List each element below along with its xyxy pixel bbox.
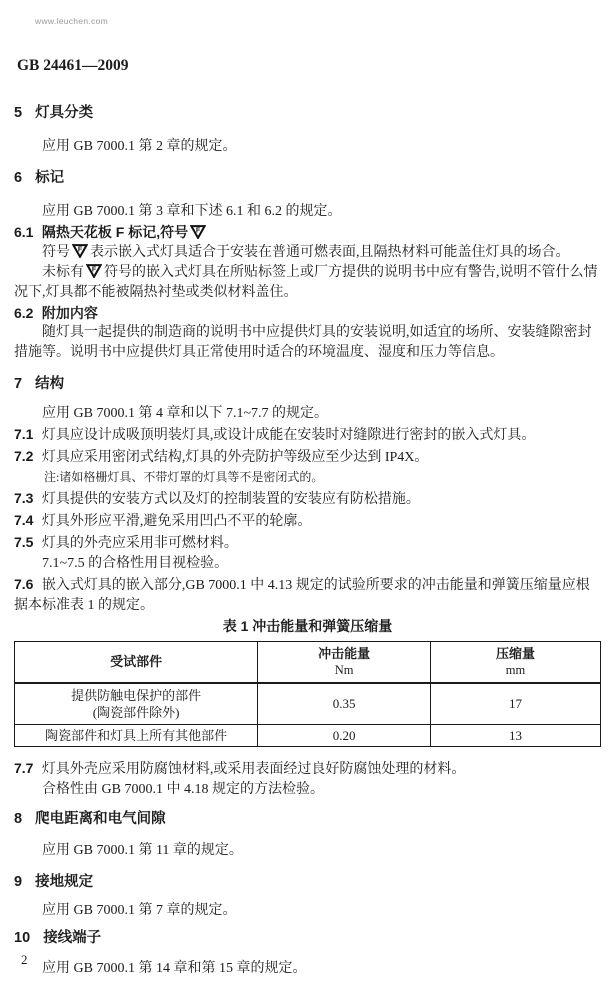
chapter-6-body: 应用 GB 7000.1 第 3 章和下述 6.1 和 6.2 的规定。 bbox=[42, 204, 342, 219]
clause-7-3 bbox=[14, 488, 601, 510]
cell-part bbox=[15, 683, 258, 725]
clause-number: 7.6 bbox=[14, 576, 34, 592]
clause-6-1-heading bbox=[14, 222, 601, 242]
chapter-9-heading bbox=[14, 874, 601, 891]
chapter-5-number: 5 bbox=[14, 105, 23, 121]
chapter-5-body: 应用 GB 7000.1 第 2 章的规定。 bbox=[42, 139, 237, 154]
clause-7-5 bbox=[14, 532, 601, 554]
table-header-part: 受试部件 bbox=[15, 642, 258, 683]
clause-text: 嵌入式灯具的嵌入部分,GB 7000.1 中 4.13 规定的试验所要求的冲击能量和弹簧压缩量应根据本标准表 1 的规定。 bbox=[14, 578, 590, 613]
clause-7-4 bbox=[14, 510, 601, 532]
clause-text: 灯具的外壳应采用非可燃材料。 bbox=[41, 536, 238, 551]
paragraph-text: 未标有 bbox=[42, 265, 84, 280]
chapter-6-number: 6 bbox=[14, 170, 23, 186]
clause-text: 灯具提供的安装方式以及灯的控制装置的安装应有防松措施。 bbox=[41, 492, 420, 507]
table-1-title: 表 1 冲击能量和弹簧压缩量 bbox=[222, 618, 393, 634]
header-unit: mm bbox=[505, 663, 526, 678]
chapter-8-heading bbox=[14, 811, 601, 828]
clause-number: 7.7 bbox=[14, 760, 34, 776]
clause-number: 7.5 bbox=[14, 534, 34, 550]
chapter-7-heading bbox=[14, 376, 601, 393]
chapter-5-title: 灯具分类 bbox=[35, 105, 94, 121]
clause-6-1-number: 6.1 bbox=[14, 224, 34, 240]
cell-compression: 13 bbox=[431, 725, 601, 747]
clause-7-1 bbox=[14, 424, 601, 446]
chapter-10-title: 接线端子 bbox=[43, 930, 102, 946]
f-mark-symbol-icon bbox=[190, 225, 206, 239]
clause-6-2-heading bbox=[14, 303, 601, 323]
chapter-7-number: 7 bbox=[14, 376, 23, 392]
header-label: 压缩量 bbox=[496, 646, 536, 662]
page-number: 2 bbox=[21, 952, 28, 967]
table-row bbox=[15, 683, 601, 725]
note-7-2: 注:诸如格栅灯具、不带灯罩的灯具等不是密闭式的。 bbox=[44, 470, 324, 484]
paragraph-text: 符号的嵌入式灯具在所贴标签上或厂方提供的说明书中应有警告,说明不管什么情况下,灯具都不能被隔热衬垫或类似材料盖住。 bbox=[14, 265, 598, 300]
impact-energy-table bbox=[14, 641, 601, 747]
cell-compression: 17 bbox=[431, 683, 601, 725]
paragraph-text: 符号 bbox=[42, 245, 70, 260]
table-row bbox=[15, 725, 601, 747]
visual-check-statement: 7.1~7.5 的合格性用目视检验。 bbox=[42, 556, 229, 571]
chapter-6-heading bbox=[14, 170, 601, 187]
chapter-8-body: 应用 GB 7000.1 第 11 章的规定。 bbox=[42, 843, 243, 858]
clause-text: 灯具应设计成吸顶明装灯具,或设计成能在安装时对缝隙进行密封的嵌入式灯具。 bbox=[41, 428, 536, 443]
clause-7-2 bbox=[14, 446, 601, 468]
site-watermark: www.leuchen.com bbox=[35, 16, 109, 26]
clause-6-1-paragraph-2 bbox=[14, 263, 601, 303]
clause-6-2-number: 6.2 bbox=[14, 305, 34, 321]
chapter-10-body: 应用 GB 7000.1 第 14 章和第 15 章的规定。 bbox=[42, 961, 307, 976]
chapter-9-body: 应用 GB 7000.1 第 7 章的规定。 bbox=[42, 903, 237, 918]
f-mark-symbol-icon bbox=[72, 244, 88, 258]
cell-part: 陶瓷部件和灯具上所有其他部件 bbox=[15, 725, 258, 747]
chapter-9-number: 9 bbox=[14, 874, 23, 890]
chapter-5-heading bbox=[14, 105, 601, 122]
clause-number: 7.1 bbox=[14, 426, 34, 442]
header-unit: Nm bbox=[334, 663, 354, 678]
clause-6-2-body: 随灯具一起提供的制造商的说明书中应提供灯具的安装说明,如适宜的场所、安装缝隙密封措施等。说明书中应提供灯具正常使用时适合的环境温度、湿度和压力等信息。 bbox=[14, 325, 592, 360]
clause-number: 7.3 bbox=[14, 490, 34, 506]
svg-text:F: F bbox=[195, 227, 201, 235]
cell-impact: 0.35 bbox=[258, 683, 431, 725]
clause-number: 7.2 bbox=[14, 448, 34, 464]
clause-7-6 bbox=[14, 574, 601, 616]
chapter-7-title: 结构 bbox=[35, 376, 65, 392]
chapter-8-number: 8 bbox=[14, 811, 23, 827]
part-line-2: (陶瓷部件除外) bbox=[92, 704, 180, 720]
chapter-6-title: 标记 bbox=[35, 170, 65, 186]
chapter-10-number: 10 bbox=[14, 930, 31, 946]
svg-text:F: F bbox=[77, 246, 83, 254]
clause-number: 7.4 bbox=[14, 512, 34, 528]
clause-text: 灯具外壳应采用防腐蚀材料,或采用表面经过良好防腐蚀处理的材料。 bbox=[41, 762, 466, 777]
paragraph-text: 表示嵌入式灯具适合于安装在普通可燃表面,且隔热材料可能盖住灯具的场合。 bbox=[90, 245, 570, 260]
chapter-8-title: 爬电距离和电气间隙 bbox=[35, 811, 166, 827]
clause-text: 灯具应采用密闭式结构,灯具的外壳防护等级应至少达到 IP4X。 bbox=[41, 450, 429, 465]
standard-code: GB 24461—2009 bbox=[17, 57, 129, 74]
svg-text:F: F bbox=[91, 266, 97, 274]
f-mark-symbol-icon bbox=[86, 264, 102, 278]
chapter-10-heading bbox=[14, 930, 601, 947]
part-line-1: 提供防触电保护的部件 bbox=[71, 687, 202, 703]
table-header-compression bbox=[431, 642, 601, 683]
cell-impact: 0.20 bbox=[258, 725, 431, 747]
chapter-9-title: 接地规定 bbox=[35, 874, 94, 890]
clause-6-1-paragraph-1 bbox=[14, 243, 601, 263]
table-header-impact bbox=[258, 642, 431, 683]
chapter-7-intro: 应用 GB 7000.1 第 4 章和以下 7.1~7.7 的规定。 bbox=[42, 406, 329, 421]
page-content bbox=[0, 56, 616, 979]
clause-6-1-title: 隔热天花板 F 标记,符号 bbox=[41, 224, 189, 240]
table-header-row bbox=[15, 642, 601, 683]
clause-6-2-title: 附加内容 bbox=[41, 305, 98, 321]
clause-7-7 bbox=[14, 758, 601, 780]
conformity-statement: 合格性由 GB 7000.1 中 4.18 规定的方法检验。 bbox=[42, 782, 324, 797]
header-label: 冲击能量 bbox=[318, 646, 371, 662]
clause-text: 灯具外形应平滑,避免采用凹凸不平的轮廓。 bbox=[41, 514, 312, 529]
